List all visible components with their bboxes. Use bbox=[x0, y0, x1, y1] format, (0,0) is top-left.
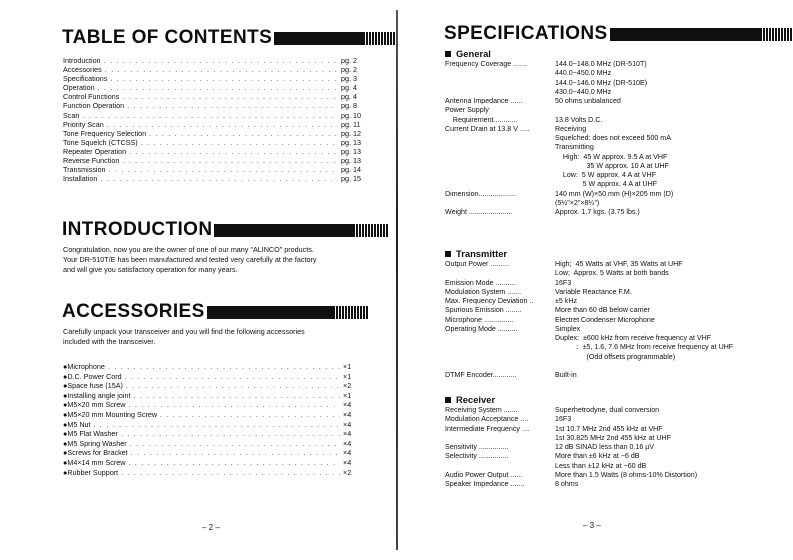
dot-leader bbox=[94, 420, 340, 430]
spec-line bbox=[445, 60, 775, 69]
spec-line bbox=[445, 480, 785, 489]
dot-leader bbox=[104, 56, 338, 65]
square-bullet-icon bbox=[445, 51, 451, 57]
spec-value: Low; Approx. 5 Watts at both bands bbox=[555, 269, 669, 278]
spec-key bbox=[445, 79, 555, 88]
spec-key bbox=[445, 343, 555, 352]
spec-line bbox=[445, 297, 785, 306]
toc-item-value: pg. 3 bbox=[341, 74, 357, 84]
heading-bar bbox=[214, 224, 389, 237]
spec-key bbox=[445, 134, 555, 143]
spec-key bbox=[445, 171, 555, 180]
spec-value: 35 W approx. 10 A at UHF bbox=[555, 161, 669, 170]
dot-leader bbox=[126, 381, 340, 391]
spec-value: More than 60 dB below carrier bbox=[555, 306, 651, 315]
toc-item-label: Tone Squelch (CTCSS) bbox=[63, 137, 138, 147]
spec-key bbox=[445, 153, 555, 162]
spec-key: Modulation Acceptance .... bbox=[445, 415, 529, 424]
toc-item bbox=[63, 101, 363, 110]
accessory-item-value: ×4 bbox=[343, 409, 352, 419]
toc-item-label: Scan bbox=[63, 110, 80, 120]
toc-item-label: Transmission bbox=[63, 165, 106, 175]
dot-leader bbox=[122, 92, 338, 101]
spec-key: DTMF Encoder............ bbox=[445, 371, 517, 379]
accessory-item bbox=[63, 468, 365, 478]
spec-key: Max. Frequency Deviation .. bbox=[445, 297, 534, 305]
spec-line bbox=[445, 199, 775, 208]
accessory-item-value: ×4 bbox=[343, 438, 352, 448]
dot-leader bbox=[149, 129, 338, 138]
toc-item-value: pg. 14 bbox=[341, 165, 361, 175]
spec-line bbox=[445, 434, 785, 443]
spec-value: 16F3 bbox=[555, 415, 572, 424]
spec-value: Built-in bbox=[555, 371, 577, 379]
accessory-item-label: ●M5×20 mm Screw bbox=[63, 400, 126, 410]
spec-line bbox=[445, 334, 785, 343]
toc-item bbox=[63, 174, 363, 183]
spec-line bbox=[445, 288, 785, 297]
toc-item-label: Specifications bbox=[63, 74, 108, 84]
accessory-item bbox=[63, 400, 365, 410]
spec-value: Simplex bbox=[555, 324, 581, 333]
accessory-item-value: ×2 bbox=[343, 381, 352, 391]
spec-value: Variable Reactance F.M. bbox=[555, 287, 632, 296]
spec-key bbox=[445, 353, 555, 362]
spec-value: Transmitting bbox=[555, 143, 594, 152]
spec-value: 144.0~146.0 MHz (DR-510E) bbox=[555, 78, 648, 87]
right-page bbox=[397, 0, 793, 560]
spec-value: 5 W approx. 4 A at UHF bbox=[555, 180, 658, 189]
spec-value bbox=[555, 362, 785, 371]
page-number: – 2 – bbox=[202, 523, 220, 532]
spec-value: Receiving bbox=[555, 124, 587, 133]
spec-value: More than 1.5 Watts (8 ohms-10% Distortion) bbox=[555, 470, 698, 479]
dot-leader bbox=[129, 147, 338, 156]
accessory-item bbox=[63, 420, 365, 430]
toc-item-value: pg. 13 bbox=[341, 156, 361, 166]
spec-key: Weight ...................... bbox=[445, 208, 513, 216]
receiver-specs bbox=[445, 406, 785, 489]
accessory-item bbox=[63, 391, 365, 401]
accessory-item-value: ×4 bbox=[343, 448, 352, 458]
dot-leader bbox=[105, 65, 338, 74]
dot-leader bbox=[108, 165, 338, 174]
spec-line bbox=[445, 260, 785, 269]
toc-item bbox=[63, 65, 363, 74]
spec-line bbox=[445, 471, 785, 480]
spec-value: 140 mm (W)×50 mm (H)×205 mm (D) bbox=[555, 189, 674, 198]
spec-line bbox=[445, 208, 775, 217]
toc-item-value: pg. 15 bbox=[341, 174, 361, 184]
receiver-subheading: Receiver bbox=[445, 394, 495, 405]
heading-bar bbox=[610, 28, 793, 41]
spec-line bbox=[445, 306, 785, 315]
spec-value: High; 45 Watts at VHF, 35 Watts at UHF bbox=[555, 260, 683, 268]
spec-key: Receiving System ....... bbox=[445, 406, 518, 414]
spec-key: Speaker Impedance ....... bbox=[445, 480, 525, 488]
toc-item-label: Introduction bbox=[63, 56, 101, 65]
spec-line bbox=[445, 143, 775, 152]
spec-key: Dimension................... bbox=[445, 189, 516, 198]
spec-key: Power Supply bbox=[445, 106, 489, 115]
spec-line bbox=[445, 153, 775, 162]
spec-key bbox=[445, 334, 555, 343]
dot-leader bbox=[128, 400, 340, 410]
toc-item bbox=[63, 165, 363, 174]
accessory-item-label: ●M5×20 mm Mounting Screw bbox=[63, 409, 158, 419]
spec-key: Modulation System ....... bbox=[445, 287, 522, 296]
general-specs bbox=[445, 60, 775, 217]
toc-item-value: pg. 13 bbox=[341, 146, 361, 156]
accessory-item bbox=[63, 448, 365, 458]
spec-value bbox=[555, 106, 775, 115]
dot-leader bbox=[121, 429, 340, 439]
accessories-title: ACCESSORIES bbox=[62, 301, 205, 322]
spec-value: Duplex: ±600 kHz from receive frequency at VHF bbox=[555, 334, 712, 342]
accessory-item bbox=[63, 381, 365, 391]
spec-value: High: 45 W approx. 9.5 A at VHF bbox=[555, 152, 668, 161]
toc-list bbox=[63, 56, 363, 183]
spec-line bbox=[445, 425, 785, 434]
spec-key: Current Drain at 13.8 V ..... bbox=[445, 124, 530, 133]
spec-value: Approx. 1.7 kgs. (3.75 lbs.) bbox=[555, 208, 640, 216]
dot-leader bbox=[121, 468, 340, 478]
accessory-item-label: ●M5 Spring Washer bbox=[63, 438, 127, 448]
toc-item-value: pg. 2 bbox=[341, 65, 357, 75]
spec-value: 8 ohms bbox=[555, 480, 579, 488]
accessories-paragraph bbox=[63, 327, 305, 347]
accessory-item bbox=[63, 458, 365, 468]
spec-line bbox=[445, 180, 775, 189]
accessory-item-value: ×4 bbox=[343, 400, 352, 410]
spec-line bbox=[445, 325, 785, 334]
spec-value: Squelched: does not exceed 500 mA bbox=[555, 134, 671, 142]
spec-line bbox=[445, 443, 785, 452]
spec-value: More than ±6 kHz at −6 dB bbox=[555, 452, 640, 461]
toc-item-label: Accessories bbox=[63, 65, 102, 75]
dot-leader bbox=[125, 372, 340, 382]
toc-item-value: pg. 2 bbox=[341, 56, 357, 65]
spec-key bbox=[445, 162, 555, 171]
accessory-item bbox=[63, 439, 365, 449]
accessory-item-label: ●M5 Nut bbox=[63, 419, 91, 429]
spec-key: Intermediate Frequency .... bbox=[445, 424, 530, 433]
spec-key: Operating Mode .......... bbox=[445, 324, 518, 333]
spec-line bbox=[445, 88, 775, 97]
spec-value: (5½"×2"×8¼") bbox=[555, 198, 600, 207]
dot-leader bbox=[130, 439, 340, 449]
spec-value: 13.8 Volts D.C. bbox=[555, 115, 603, 124]
toc-item bbox=[63, 156, 363, 165]
toc-item bbox=[63, 147, 363, 156]
toc-item-label: Repeater Operation bbox=[63, 146, 127, 156]
toc-item bbox=[63, 120, 363, 129]
toc-item-value: pg. 10 bbox=[341, 110, 361, 120]
accessory-item bbox=[63, 410, 365, 420]
spec-line bbox=[445, 79, 775, 88]
dot-leader bbox=[160, 410, 340, 420]
spec-line bbox=[445, 353, 785, 362]
accessory-item bbox=[63, 429, 365, 439]
toc-item bbox=[63, 74, 363, 83]
spec-key: Output Power .......... bbox=[445, 260, 511, 268]
intro-line: Congratulation, now you are the owner of one of our many "ALINCO" products. bbox=[63, 245, 314, 254]
spec-key bbox=[445, 88, 555, 97]
toc-heading bbox=[62, 27, 399, 49]
toc-item-label: Control Functions bbox=[63, 92, 120, 102]
toc-item bbox=[63, 56, 363, 65]
intro-line: and will give you satisfactory operation for many years. bbox=[63, 265, 238, 275]
spec-key: Spurious Emission ........ bbox=[445, 306, 522, 315]
toc-item-label: Installation bbox=[63, 174, 98, 184]
left-page bbox=[0, 0, 396, 560]
spec-key: Microphone ............... bbox=[445, 315, 514, 324]
toc-item-label: Tone Frequency Selection bbox=[63, 128, 147, 138]
accessory-item bbox=[63, 362, 365, 372]
accessory-item-label: ●D.C. Power Cord bbox=[63, 371, 122, 381]
accessory-item-value: ×4 bbox=[343, 419, 352, 429]
spec-line bbox=[445, 97, 775, 106]
toc-item bbox=[63, 111, 363, 120]
transmitter-subheading: Transmitter bbox=[445, 248, 507, 259]
spec-value: (Odd offsets programmable) bbox=[555, 352, 676, 361]
accessory-item-label: ●M5 Flat Washer bbox=[63, 429, 118, 439]
spec-value: 12 dB SINAD less than 0.16 µV bbox=[555, 443, 655, 451]
toc-title: TABLE OF CONTENTS bbox=[62, 27, 273, 48]
spec-value: 50 ohms unbalanced bbox=[555, 97, 621, 105]
accessory-item-label: ●Microphone bbox=[63, 362, 105, 371]
dot-leader bbox=[131, 448, 340, 458]
spec-line bbox=[445, 343, 785, 352]
spec-line bbox=[445, 279, 785, 288]
toc-item-label: Priority Scan bbox=[63, 119, 104, 129]
transmitter-specs bbox=[445, 260, 785, 380]
spec-line bbox=[445, 125, 775, 134]
spec-value: Electret Condenser Microphone bbox=[555, 315, 655, 324]
spec-key bbox=[445, 143, 555, 152]
accessory-item-value: ×2 bbox=[343, 467, 352, 477]
spec-value: 1st 30.825 MHz 2nd 455 kHz at UHF bbox=[555, 433, 671, 442]
toc-item-value: pg. 11 bbox=[341, 119, 361, 129]
spec-key bbox=[445, 199, 555, 208]
spec-value: Less than ±12 kHz at −60 dB bbox=[555, 461, 647, 470]
intro-line: Your DR-510T/E has been manufactured and tested very carefully at the factory bbox=[63, 255, 317, 265]
spec-key: Selectivity ............... bbox=[445, 452, 509, 461]
spec-value: 144.0~148.0 MHz (DR-510T) bbox=[555, 60, 647, 68]
spec-value: 1st 10.7 MHz 2nd 455 kHz at VHF bbox=[555, 424, 663, 433]
spec-key: Antenna Impedance ...... bbox=[445, 97, 523, 105]
accessory-item-value: ×1 bbox=[343, 371, 352, 381]
accessory-item-label: ●Rubber Support bbox=[63, 467, 119, 477]
dot-leader bbox=[98, 83, 338, 92]
spec-line bbox=[445, 171, 775, 180]
accessory-item bbox=[63, 372, 365, 382]
spec-key bbox=[445, 69, 555, 78]
general-subheading: General bbox=[445, 48, 491, 59]
toc-item-value: pg. 4 bbox=[341, 83, 357, 93]
dot-leader bbox=[110, 74, 338, 83]
accessories-line: included with the transceiver. bbox=[63, 337, 156, 347]
accessory-item-label: ●M4×14 mm Screw bbox=[63, 457, 126, 467]
spec-line bbox=[445, 415, 785, 424]
specifications-heading bbox=[444, 23, 793, 45]
spec-key: Emission Mode .......... bbox=[445, 278, 516, 287]
dot-leader bbox=[100, 174, 338, 183]
spec-line bbox=[445, 106, 775, 115]
intro-paragraph bbox=[63, 245, 316, 276]
toc-item bbox=[63, 129, 363, 138]
spec-key: Frequency Coverage ....... bbox=[445, 60, 528, 68]
toc-item-value: pg. 4 bbox=[341, 92, 357, 102]
spec-line bbox=[445, 162, 775, 171]
spec-key: Requirement............ bbox=[445, 115, 518, 124]
accessory-item-value: ×4 bbox=[343, 429, 352, 439]
toc-item bbox=[63, 138, 363, 147]
accessory-item-label: ●Screws for Bracket bbox=[63, 448, 128, 458]
spec-value: 16F3 bbox=[555, 278, 572, 287]
spec-value: 430.0~440.0 MHz bbox=[555, 87, 612, 96]
toc-item-value: pg. 12 bbox=[341, 128, 361, 138]
accessory-item-value: ×1 bbox=[343, 362, 352, 371]
intro-heading bbox=[62, 219, 389, 241]
accessories-heading bbox=[62, 301, 369, 323]
spec-value: ±5 kHz bbox=[555, 297, 578, 305]
toc-item-value: pg. 8 bbox=[341, 101, 357, 111]
dot-leader bbox=[82, 111, 338, 120]
accessory-item-value: ×4 bbox=[343, 457, 352, 467]
toc-item bbox=[63, 92, 363, 101]
spec-key: Sensitivity ............... bbox=[445, 443, 509, 451]
spec-line bbox=[445, 406, 785, 415]
spec-line bbox=[445, 269, 785, 278]
accessory-item-value: ×1 bbox=[343, 390, 352, 400]
dot-leader bbox=[141, 138, 338, 147]
spec-value: Superhetrodyne, dual conversion bbox=[555, 406, 660, 414]
heading-bar bbox=[274, 32, 399, 45]
spec-value: : ±5, 1.6, 7.6 MHz from receive frequency at UHF bbox=[555, 343, 734, 352]
square-bullet-icon bbox=[445, 251, 451, 257]
page-number: – 3 – bbox=[583, 521, 601, 530]
toc-item-label: Reverse Function bbox=[63, 156, 120, 166]
spec-line bbox=[445, 69, 775, 78]
spec-line bbox=[445, 371, 785, 380]
specifications-title: SPECIFICATIONS bbox=[444, 23, 608, 44]
accessory-item-label: ●Installing angle joint bbox=[63, 390, 131, 400]
dot-leader bbox=[133, 391, 340, 401]
accessories-line: Carefully unpack your transceiver and you will find the following accessories bbox=[63, 327, 305, 336]
spec-line bbox=[445, 134, 775, 143]
square-bullet-icon bbox=[445, 397, 451, 403]
spec-key bbox=[445, 462, 555, 471]
dot-leader bbox=[108, 362, 340, 372]
dot-leader bbox=[122, 156, 338, 165]
toc-item bbox=[63, 83, 363, 92]
spec-key bbox=[445, 434, 555, 443]
spec-line bbox=[445, 190, 775, 199]
spec-line bbox=[445, 462, 785, 471]
accessories-list bbox=[63, 362, 365, 477]
spec-key bbox=[445, 362, 555, 371]
spec-key bbox=[445, 180, 555, 189]
heading-bar bbox=[207, 306, 369, 319]
toc-item-label: Operation bbox=[63, 83, 95, 93]
toc-item-value: pg. 13 bbox=[341, 137, 361, 147]
spec-line bbox=[445, 362, 785, 371]
spec-line bbox=[445, 452, 785, 461]
spec-line bbox=[445, 116, 775, 125]
spec-key: Audio Power Output ...... bbox=[445, 470, 523, 479]
dot-leader bbox=[107, 120, 338, 129]
dot-leader bbox=[128, 458, 340, 468]
dot-leader bbox=[127, 101, 338, 110]
toc-item-label: Function Operation bbox=[63, 101, 125, 111]
spec-key bbox=[445, 269, 555, 278]
spec-line bbox=[445, 316, 785, 325]
spec-value: Low: 5 W approx. 4 A at VHF bbox=[555, 171, 656, 179]
accessory-item-label: ●Space fuse (15A) bbox=[63, 381, 123, 391]
spec-value: 440.0~450.0 MHz bbox=[555, 69, 612, 78]
intro-title: INTRODUCTION bbox=[62, 219, 213, 240]
